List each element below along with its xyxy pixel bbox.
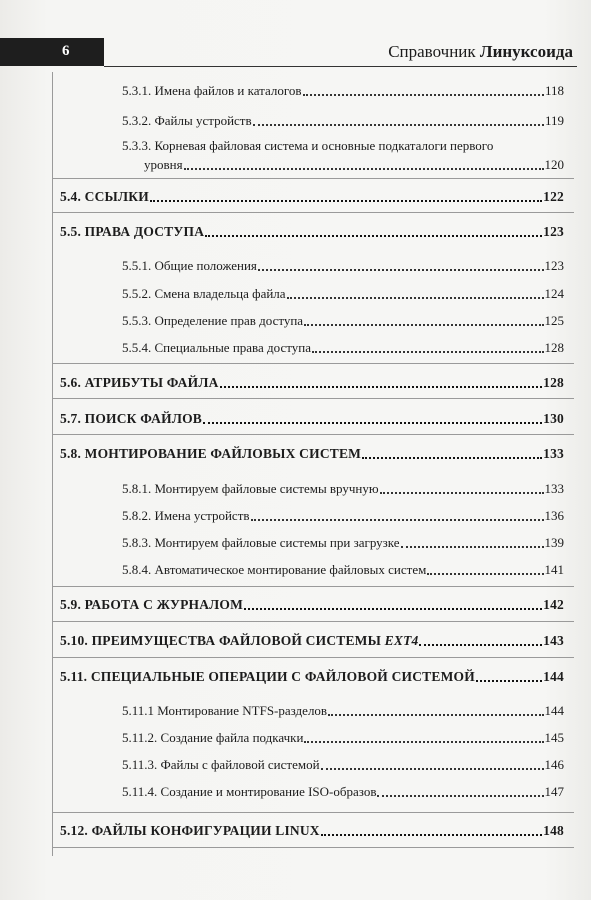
running-title-plain: Справочник: [388, 42, 480, 61]
toc-entry-5-3-2[interactable]: 5.3.2. Файлы устройств 119: [122, 113, 564, 128]
toc-entry-5-5[interactable]: 5.5. ПРАВА ДОСТУПА 123: [60, 224, 564, 239]
toc-separator: [52, 434, 574, 435]
toc-separator: [52, 212, 574, 213]
page-header: [0, 38, 591, 68]
header-rule: [104, 66, 577, 67]
toc-entry-5-11-3[interactable]: 5.11.3. Файлы с файловой системой 146: [122, 757, 564, 772]
toc-entry-5-3-1[interactable]: 5.3.1. Имена файлов и каталогов 118: [122, 83, 564, 98]
toc-separator: [52, 363, 574, 364]
toc-entry-5-9[interactable]: 5.9. РАБОТА С ЖУРНАЛОМ 142: [60, 597, 564, 612]
toc-separator: [52, 178, 574, 179]
toc-entry-5-3-3[interactable]: уровня 120: [144, 157, 564, 172]
page-number: 6: [62, 43, 70, 59]
toc-entry-5-8-2[interactable]: 5.8.2. Имена устройств 136: [122, 508, 564, 523]
toc-entry-5-8-1[interactable]: 5.8.1. Монтируем файловые системы вручную 133: [122, 481, 564, 496]
toc-entry-5-8-4[interactable]: 5.8.4. Автоматическое монтирование файловых систем 141: [122, 562, 564, 577]
header-bar: [0, 38, 104, 66]
toc-separator: [52, 847, 574, 848]
toc-entry-5-5-3[interactable]: 5.5.3. Определение прав доступа 125: [122, 313, 564, 328]
table-of-contents: [52, 72, 574, 862]
toc-separator: [52, 657, 574, 658]
toc-entry-5-11-2[interactable]: 5.11.2. Создание файла подкачки 145: [122, 730, 564, 745]
running-title: [388, 42, 573, 62]
toc-entry-5-11-1[interactable]: 5.11.1 Монтирование NTFS-разделов 144: [122, 703, 564, 718]
toc-entry-5-10[interactable]: 5.10. ПРЕИМУЩЕСТВА ФАЙЛОВОЙ СИСТЕМЫ EXT4 143: [60, 633, 564, 648]
toc-entry-5-6[interactable]: 5.6. АТРИБУТЫ ФАЙЛА 128: [60, 375, 564, 390]
toc-entry-5-5-1[interactable]: 5.5.1. Общие положения 123: [122, 258, 564, 273]
toc-entry-5-11-4[interactable]: 5.11.4. Создание и монтирование ISO-образов 147: [122, 784, 564, 799]
toc-entry-5-8-3[interactable]: 5.8.3. Монтируем файловые системы при загрузке 139: [122, 535, 564, 550]
toc-separator: [52, 586, 574, 587]
toc-entry-5-11[interactable]: 5.11. СПЕЦИАЛЬНЫЕ ОПЕРАЦИИ С ФАЙЛОВОЙ СИСТЕМОЙ 144: [60, 669, 564, 684]
toc-entry-5-3-3-line1: 5.3.3. Корневая файловая система и основные подкаталоги первого: [122, 138, 494, 153]
toc-left-border: [52, 72, 53, 856]
toc-entry-5-5-2[interactable]: 5.5.2. Смена владельца файла 124: [122, 286, 564, 301]
toc-entry-5-7[interactable]: 5.7. ПОИСК ФАЙЛОВ 130: [60, 411, 564, 426]
toc-entry-5-4[interactable]: 5.4. ССЫЛКИ 122: [60, 189, 564, 204]
running-title-bold: Линуксоида: [479, 42, 573, 61]
toc-separator: [52, 398, 574, 399]
toc-separator: [52, 812, 574, 813]
toc-entry-5-8[interactable]: 5.8. МОНТИРОВАНИЕ ФАЙЛОВЫХ СИСТЕМ 133: [60, 446, 564, 461]
toc-entry-5-5-4[interactable]: 5.5.4. Специальные права доступа 128: [122, 340, 564, 355]
toc-separator: [52, 621, 574, 622]
toc-entry-5-12[interactable]: 5.12. ФАЙЛЫ КОНФИГУРАЦИИ LINUX 148: [60, 823, 564, 838]
